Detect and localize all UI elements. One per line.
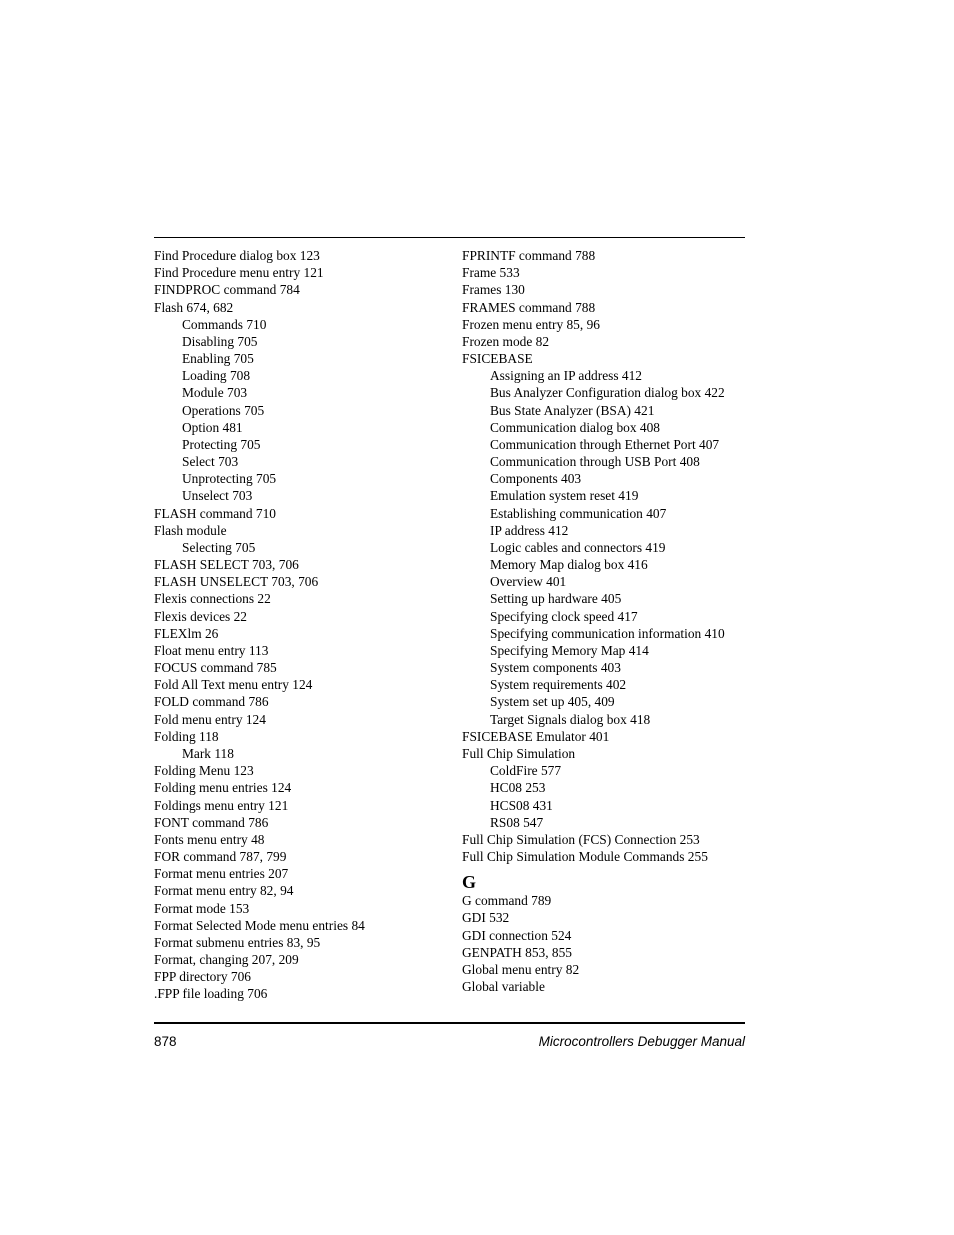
index-subentry: Enabling 705 bbox=[182, 351, 254, 367]
index-entry: Fold All Text menu entry 124 bbox=[154, 677, 313, 693]
index-entry: Format, changing 207, 209 bbox=[154, 952, 299, 968]
index-subentry: Commands 710 bbox=[182, 316, 267, 332]
index-entry: Fonts menu entry 48 bbox=[154, 831, 265, 847]
index-entry: Format mode 153 bbox=[154, 900, 250, 916]
index-entry: FSICEBASE Emulator 401 bbox=[462, 728, 610, 744]
index-entry: FINDPROC command 784 bbox=[154, 282, 300, 298]
index-entry: Flexis devices 22 bbox=[154, 608, 247, 624]
index-entry: FONT command 786 bbox=[154, 814, 269, 830]
index-subentry: Bus State Analyzer (BSA) 421 bbox=[490, 402, 655, 418]
index-entry: .FPP file loading 706 bbox=[154, 986, 268, 1002]
index-entry: FLASH UNSELECT 703, 706 bbox=[154, 574, 319, 590]
index-subentry: Option 481 bbox=[182, 419, 243, 435]
index-entry: Frame 533 bbox=[462, 265, 520, 281]
index-entry: Full Chip Simulation bbox=[462, 745, 576, 761]
index-entry: Format menu entry 82, 94 bbox=[154, 883, 294, 899]
index-entry: FSICEBASE bbox=[462, 351, 533, 367]
footer-rule bbox=[154, 1022, 745, 1024]
index-entry: Find Procedure dialog box 123 bbox=[154, 248, 320, 263]
index-subentry: Communication through Ethernet Port 407 bbox=[490, 436, 720, 452]
index-subentry: Select 703 bbox=[182, 454, 239, 470]
index-entry: Frames 130 bbox=[462, 282, 525, 298]
index-entry: FLASH SELECT 703, 706 bbox=[154, 557, 299, 573]
index-entry: Folding menu entries 124 bbox=[154, 780, 292, 796]
index-entry: Frozen menu entry 85, 96 bbox=[462, 316, 600, 332]
index-subentry: System components 403 bbox=[490, 660, 621, 676]
index-entry: Format menu entries 207 bbox=[154, 866, 289, 882]
index-subentry: Components 403 bbox=[490, 471, 582, 487]
header-rule bbox=[154, 237, 745, 238]
index-subentry: Operations 705 bbox=[182, 402, 265, 418]
index-column-left bbox=[154, 247, 454, 1003]
index-entry: Format submenu entries 83, 95 bbox=[154, 934, 321, 950]
index-subentry: Unselect 703 bbox=[182, 488, 253, 504]
manual-title: Microcontrollers Debugger Manual bbox=[538, 1034, 745, 1049]
index-entry: FRAMES command 788 bbox=[462, 299, 596, 315]
index-subentry: Disabling 705 bbox=[182, 333, 258, 349]
index-subentry: Communication dialog box 408 bbox=[490, 419, 660, 435]
index-entry: Foldings menu entry 121 bbox=[154, 797, 289, 813]
page-number: 878 bbox=[154, 1034, 177, 1049]
index-subentry: Specifying clock speed 417 bbox=[490, 608, 638, 624]
index-subentry: Mark 118 bbox=[182, 745, 234, 761]
index-subentry: Setting up hardware 405 bbox=[490, 591, 622, 607]
index-entry: G command 789 bbox=[462, 893, 552, 909]
index-entry: Fold menu entry 124 bbox=[154, 711, 266, 727]
index-subentry: System requirements 402 bbox=[490, 677, 627, 693]
index-subentry: Loading 708 bbox=[182, 368, 251, 384]
index-subentry: Communication through USB Port 408 bbox=[490, 454, 700, 470]
index-subentry: IP address 412 bbox=[490, 522, 569, 538]
index-subentry: Specifying communication information 410 bbox=[490, 625, 725, 641]
index-subentry: Memory Map dialog box 416 bbox=[490, 557, 648, 573]
index-subentry: Assigning an IP address 412 bbox=[490, 368, 642, 384]
index-subentry: Module 703 bbox=[182, 385, 248, 401]
index-entry: Frozen mode 82 bbox=[462, 333, 550, 349]
index-subentry: Bus Analyzer Configuration dialog box 422 bbox=[490, 385, 725, 401]
index-entry: Float menu entry 113 bbox=[154, 642, 269, 658]
index-entry: GENPATH 853, 855 bbox=[462, 944, 572, 960]
index-entry: Global variable bbox=[462, 979, 545, 995]
index-entry: Flash 674, 682 bbox=[154, 299, 234, 315]
index-subentry: Establishing communication 407 bbox=[490, 505, 667, 521]
index-subentry: Specifying Memory Map 414 bbox=[490, 642, 649, 658]
index-entry: Folding 118 bbox=[154, 728, 219, 744]
index-subentry: HC08 253 bbox=[490, 780, 546, 796]
index-subentry: Emulation system reset 419 bbox=[490, 488, 639, 504]
index-subentry: Unprotecting 705 bbox=[182, 471, 277, 487]
index-entry: Flexis connections 22 bbox=[154, 591, 271, 607]
index-entry: FLEXlm 26 bbox=[154, 625, 219, 641]
index-entry: FPRINTF command 788 bbox=[462, 248, 596, 263]
index-entry: FLASH command 710 bbox=[154, 505, 276, 521]
index-entry: Full Chip Simulation Module Commands 255 bbox=[462, 849, 708, 865]
index-entry: Find Procedure menu entry 121 bbox=[154, 265, 324, 281]
index-entry: GDI 532 bbox=[462, 910, 510, 926]
index-entry: GDI connection 524 bbox=[462, 927, 572, 943]
index-subentry: Logic cables and connectors 419 bbox=[490, 539, 666, 555]
index-entry: FOR command 787, 799 bbox=[154, 849, 287, 865]
index-entry: Full Chip Simulation (FCS) Connection 253 bbox=[462, 831, 700, 847]
index-subentry: RS08 547 bbox=[490, 814, 544, 830]
index-subentry: Target Signals dialog box 418 bbox=[490, 711, 651, 727]
index-entry: FOCUS command 785 bbox=[154, 660, 277, 676]
index-entry: Flash module bbox=[154, 522, 227, 538]
index-subentry: HCS08 431 bbox=[490, 797, 553, 813]
index-entry: Folding Menu 123 bbox=[154, 763, 254, 779]
index-subentry: Protecting 705 bbox=[182, 436, 261, 452]
index-entry: FOLD command 786 bbox=[154, 694, 269, 710]
index-entry: FPP directory 706 bbox=[154, 969, 251, 985]
index-entry: Global menu entry 82 bbox=[462, 961, 580, 977]
index-subentry: System set up 405, 409 bbox=[490, 694, 615, 710]
index-entry: Format Selected Mode menu entries 84 bbox=[154, 917, 365, 933]
index-column-right bbox=[462, 247, 752, 995]
index-subentry: Overview 401 bbox=[490, 574, 567, 590]
index-subentry: ColdFire 577 bbox=[490, 763, 562, 779]
index-subentry: Selecting 705 bbox=[182, 539, 256, 555]
index-letter-heading: G bbox=[462, 872, 477, 893]
